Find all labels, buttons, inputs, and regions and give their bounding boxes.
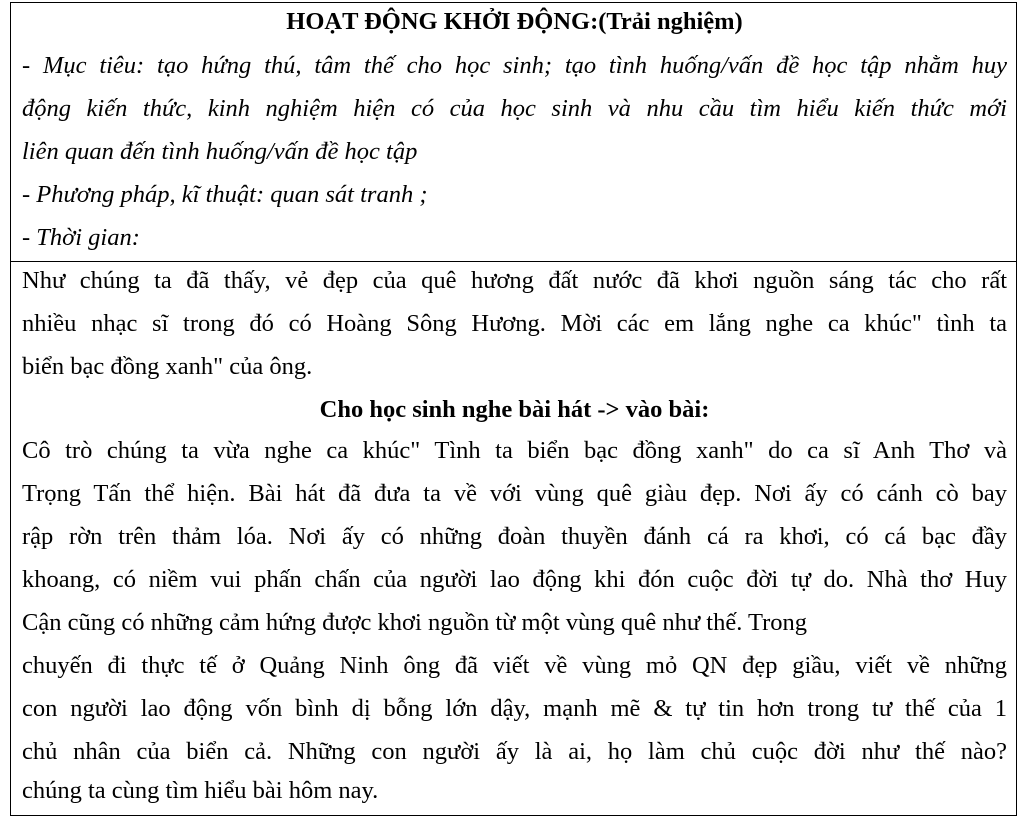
body-line: chúng ta cùng tìm hiểu bài hôm nay.	[22, 777, 379, 804]
body-line: Trọng Tấn thể hiện. Bài hát đã đưa ta về với vùng quê giàu đẹp. Nơi ấy có cánh cò bay	[22, 480, 1007, 507]
method-line: - Phương pháp, kĩ thuật: quan sát tranh ;	[22, 181, 428, 208]
body-line: rập rờn trên thảm lóa. Nơi ấy có những đoàn thuyền đánh cá ra khơi, có cá bạc đầy	[22, 523, 1007, 550]
content-cell	[10, 261, 1017, 816]
body-line: khoang, có niềm vui phấn chấn của người lao động khi đón cuộc đời tự do. Nhà thơ Huy	[22, 566, 1007, 593]
objective-line: động kiến thức, kinh nghiệm hiện có của học sinh và nhu cầu tìm hiểu kiến thức mới	[22, 95, 1007, 122]
section-heading: Cho học sinh nghe bài hát -> vào bài:	[319, 396, 710, 423]
body-line: con người lao động vốn bình dị bỗng lớn dậy, mạnh mẽ & tự tin hơn trong tư thế của 1	[22, 695, 1007, 722]
objective-cell	[10, 2, 1017, 261]
activity-title: HOẠT ĐỘNG KHỞI ĐỘNG:(Trải nghiệm)	[286, 8, 743, 35]
intro-line: Như chúng ta đã thấy, vẻ đẹp của quê hương đất nước đã khơi nguồn sáng tác cho rất	[22, 267, 1007, 294]
body-line: Cô trò chúng ta vừa nghe ca khúc" Tình ta biển bạc đồng xanh" do ca sĩ Anh Thơ và	[22, 437, 1007, 464]
body-line: chuyến đi thực tế ở Quảng Ninh ông đã viết về vùng mỏ QN đẹp giầu, viết về những	[22, 652, 1007, 679]
objective-line: liên quan đến tình huống/vấn đề học tập	[22, 138, 418, 165]
objective-line: - Mục tiêu: tạo hứng thú, tâm thế cho học sinh; tạo tình huống/vấn đề học tập nhằm huy	[22, 52, 1007, 79]
time-line: - Thời gian:	[22, 224, 140, 251]
body-line: Cận cũng có những cảm hứng được khơi nguồn từ một vùng quê như thế. Trong	[22, 609, 808, 636]
body-line: chủ nhân của biển cả. Những con người ấy là ai, họ làm chủ cuộc đời như thế nào?	[22, 738, 1007, 765]
intro-line: biển bạc đồng xanh" của ông.	[22, 353, 313, 380]
intro-line: nhiều nhạc sĩ trong đó có Hoàng Sông Hương. Mời các em lắng nghe ca khúc" tình ta	[22, 310, 1007, 337]
